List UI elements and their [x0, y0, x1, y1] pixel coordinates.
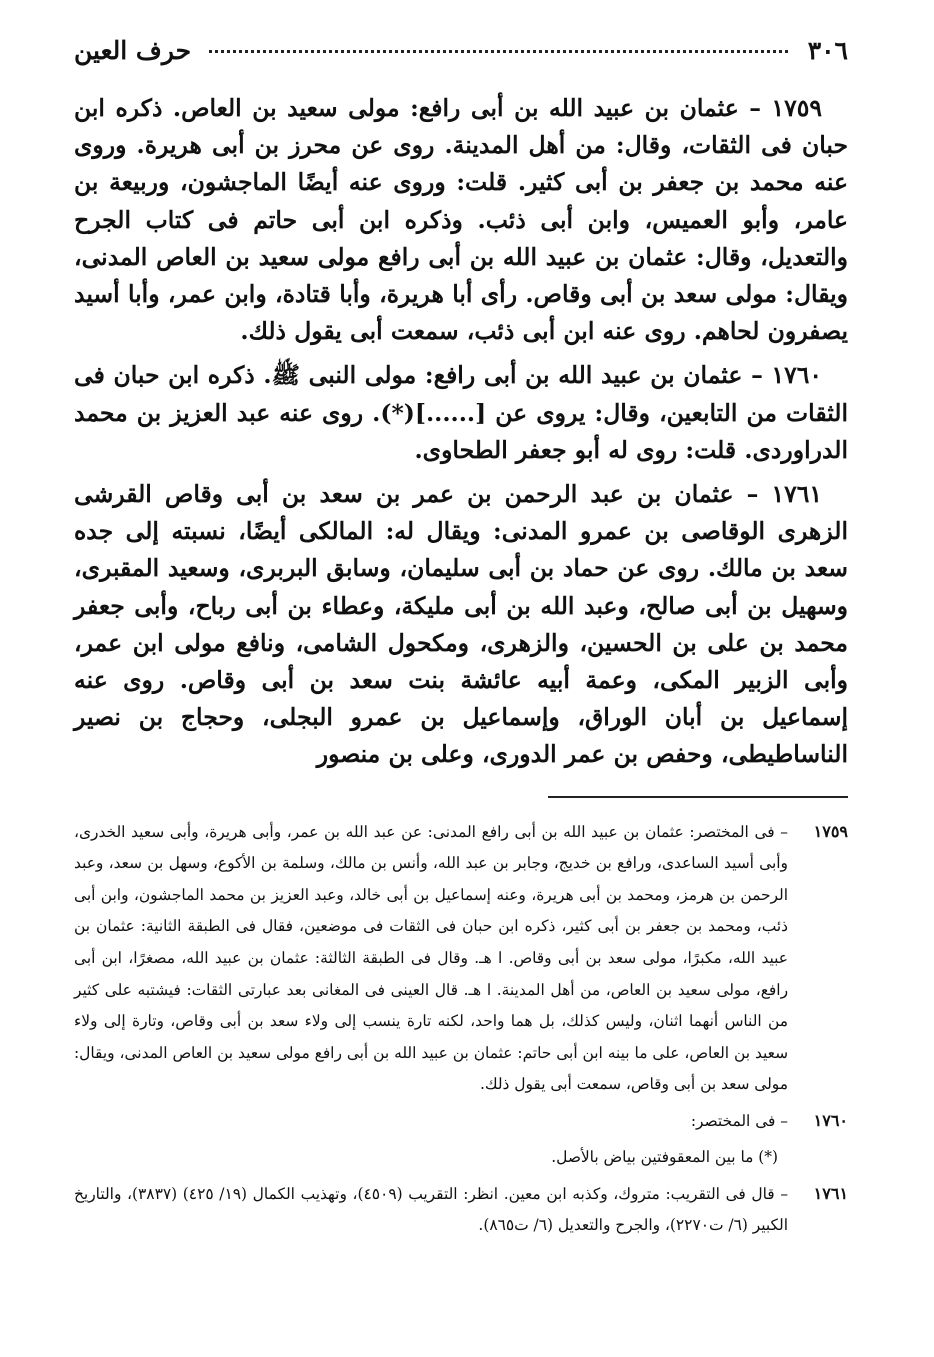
section-title: حرف العين	[74, 36, 192, 65]
entry-number: ١٧٦٠	[771, 361, 822, 390]
footnote-separator	[548, 796, 848, 798]
footnote-number: ١٧٦٠	[813, 1111, 848, 1130]
book-page	[74, 36, 848, 1336]
footnotes	[74, 816, 848, 1242]
footnote	[74, 816, 848, 1101]
entry-text: – عثمان بن عبيد الله بن أبى رافع: مولى سعيد بن العاص. ذكره ابن حبان فى الثقات، وقال: من أهل المدينة. روى عن محرز بن أبى هريرة. وروى عنه محمد بن جعفر بن أبى كثير. قلت: وروى عنه أيضًا الماجشون، وربيعة بن عامر، وأبو العميس، وابن أبى ذئب. وذكره ابن أبى حاتم فى كتاب الجرح والتعديل، وقال: عثمان بن عبيد الله بن أبى رافع مولى سعيد بن العاص المدنى، ويقال: مولى سعد بن أبى وقاص. رأى أبا هريرة، وأبا قتادة، وابن عمر، وأبا أسيد يصفرون لحاهم. روى عنه ابن أبى ذئب، سمعت أبى يقول ذلك.	[74, 94, 848, 346]
footnote-text: – فى المختصر: عثمان بن عبيد الله بن أبى رافع المدنى: عن عبد الله بن عمر، وأبى هريرة، وأبى سعيد الخدرى، وأبى أسيد الساعدى، ورافع بن خديج، وجابر بن عبد الله، وأنس بن مالك، وسلمة بن الأكوع، وسهل بن سعد، وعبد الرحمن بن هرمز، ومحمد بن أبى هريرة، وعنه إسماعيل بن أبى خالد، وعبد العزيز بن محمد الماجشون، وابن أبى ذئب، ومحمد بن جعفر بن أبى كثير، ذكره ابن حبان فى الثقات فى موضعين، فقال فى الطبقة الثانية: عثمان بن عبيد الله، مكبرًا، مولى سعد بن أبى وقاص. ا هـ. وقال فى الطبقة الثالثة: عثمان بن عبيد الله، مصغرًا، ابن أبى رافع، مولى سعيد بن العاص، من أهل المدينة. ا هـ. قال العينى فى المغانى بعد عبارتى الثقات: فيشتبه على كثير من الناس أنهما اثنان، وليس كذلك، بل هما واحد، لكنه تارة ينسب إلى ولاء سعد بن أبى وقاص، وتارة إلى ولاء سعيد بن العاص، على ما بينه ابن أبى حاتم: عثمان بن عبيد الله بن أبى رافع مولى سعيد بن العاص المدنى، ويقال: مولى سعد بن أبى وقاص، سمعت أبى يقول ذلك.	[74, 822, 788, 1094]
bracket-note: (*) ما بين المعقوفتين بياض بالأصل.	[551, 1147, 778, 1166]
footnote-text: – فى المختصر:	[690, 1112, 788, 1130]
main-text	[74, 90, 848, 774]
footnote	[74, 1105, 848, 1138]
entry-text: – عثمان بن عبيد الله بن أبى رافع: مولى النبى ﷺ. ذكره ابن حبان فى الثقات من التابعين، وقال: يروى عن [......](*). روى عنه عبد العزيز بن محمد الدراوردى. قلت: روى له أبو جعفر الطحاوى.	[74, 361, 848, 464]
entry-paragraph	[74, 476, 848, 774]
entry-paragraph	[74, 357, 848, 469]
dotted-leader	[209, 50, 788, 53]
entry-number: ١٧٦١	[771, 480, 823, 509]
entry-number: ١٧٥٩	[771, 94, 822, 122]
footnote-text: – قال فى التقريب: متروك، وكذبه ابن معين. انظر: التقريب (٤٥٠٩)، وتهذيب الكمال (١٩/ ٤٢٥) (٣٨٣٧)، والتاريخ الكبير (٦/ ت٢٢٧٠)، والجرح والتعديل (٦/ ت٨٦٥).	[74, 1184, 789, 1235]
footnote	[74, 1178, 848, 1242]
entry-paragraph	[74, 90, 848, 350]
footnote-number: ١٧٥٩	[813, 821, 848, 841]
page-number: ٣٠٦	[807, 36, 848, 65]
footnote-number: ١٧٦١	[813, 1183, 849, 1203]
entry-text: – عثمان بن عبد الرحمن بن عمر بن سعد بن أبى وقاص القرشى الزهرى الوقاصى بن عمرو المدنى: ويقال له: المالكى أيضًا، نسبته إلى جده سعد بن مالك. روى عن حماد بن أبى سليمان، وسابق البربرى، وسعيد المقبرى، وسهيل بن أبى صالح، وعبد الله بن أبى مليكة، وعطاء بن أبى رباح، وأبى جعفر محمد بن على بن الحسين، والزهرى، ومكحول الشامى، ونافع مولى ابن عمر، وأبى الزبير المكى، وعمة أبيه عائشة بنت سعد بن أبى وقاص. روى عنه إسماعيل بن أبان الوراق، وإسماعيل بن عمرو البجلى، وحجاج بن نصير الناساطيطى، وحفص بن عمر الدورى، وعلى بن منصور	[74, 480, 848, 769]
running-header	[74, 36, 848, 82]
